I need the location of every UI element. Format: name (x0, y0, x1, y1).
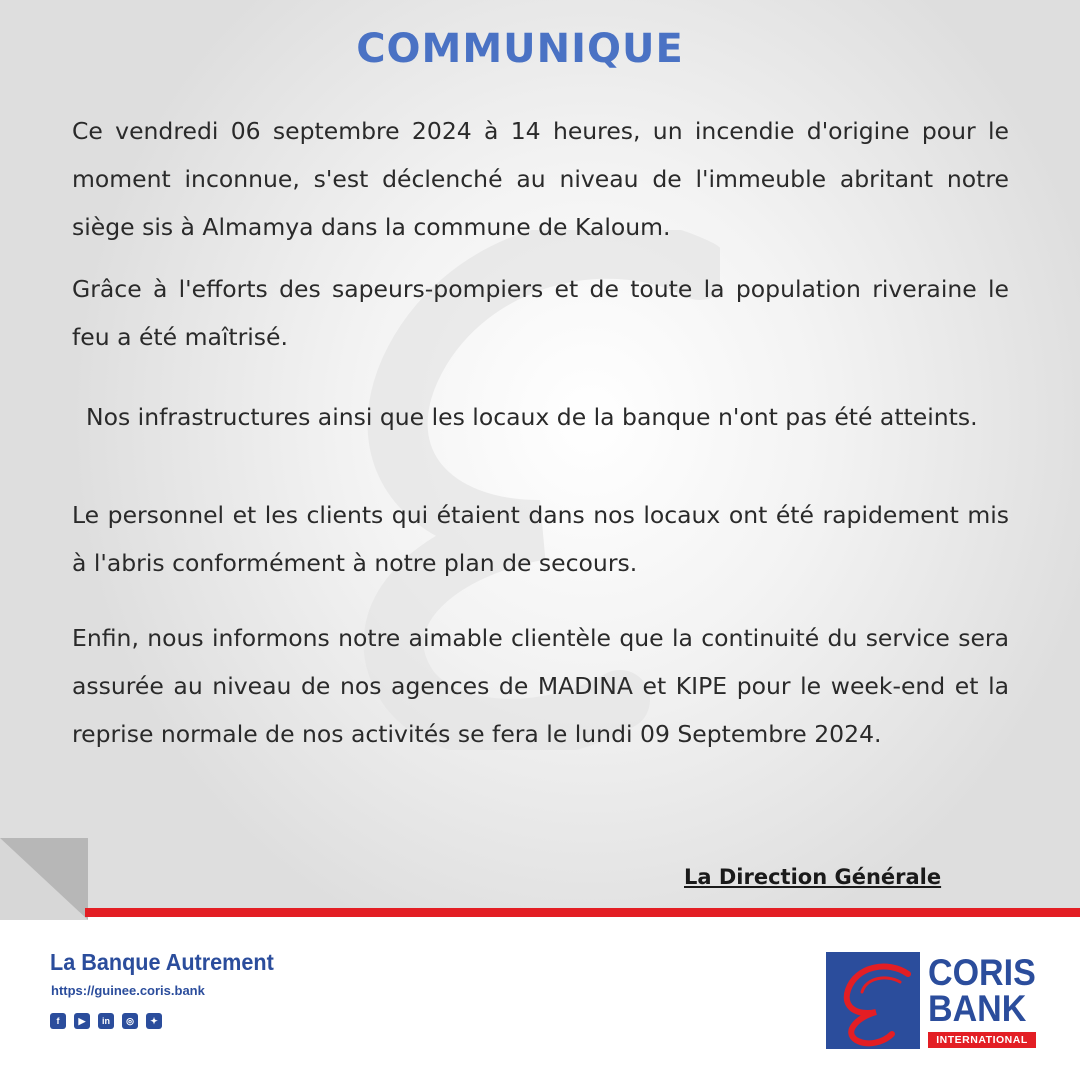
footer-url[interactable]: https://guinee.coris.bank (51, 983, 205, 998)
paragraph-firefighters: Grâce à l'efforts des sapeurs-pompiers et de toute la population riveraine le feu a été maîtrisé. (72, 275, 1009, 351)
paragraph-staff: Le personnel et les clients qui étaient dans nos locaux ont été rapidement mis à l'abris conformément à notre plan de secours. (72, 501, 1009, 577)
footer-tagline: La Banque Autrement (50, 949, 274, 975)
red-divider (85, 908, 1080, 917)
linkedin-icon[interactable]: in (98, 1013, 114, 1029)
paragraph-incident: Ce vendredi 06 septembre 2024 à 14 heures, un incendie d'origine pour le moment inconnue, s'est déclenché au niveau de l'immeuble abritant notre siège sis à Almamya dans la commune de Kaloum. (72, 117, 1009, 241)
youtube-icon[interactable]: ▶ (74, 1013, 90, 1029)
logo-word-coris: CORIS (928, 952, 1036, 993)
page-title: COMMUNIQUE (356, 26, 684, 72)
twitter-icon[interactable]: ✦ (146, 1013, 162, 1029)
signature: La Direction Générale (684, 865, 942, 889)
paragraph-infrastructure: Nos infrastructures ainsi que les locaux de la banque n'ont pas été atteints. (86, 403, 978, 431)
logo-word-bank: BANK (928, 988, 1027, 1029)
coris-swirl-icon (826, 952, 920, 1049)
facebook-icon[interactable]: f (50, 1013, 66, 1029)
logo-badge-international: INTERNATIONAL (928, 1032, 1036, 1048)
instagram-icon[interactable]: ◎ (122, 1013, 138, 1029)
logo-mark (826, 952, 920, 1049)
paragraph-continuity: Enfin, nous informons notre aimable clientèle que la continuité du service sera assurée au niveau de nos agences de MADINA et KIPE pour le week-end et la reprise normale de nos activités se fera le lundi 09 Septembre 2024. (72, 624, 1009, 748)
social-icons (50, 1013, 162, 1029)
coris-bank-logo (826, 952, 1040, 1049)
